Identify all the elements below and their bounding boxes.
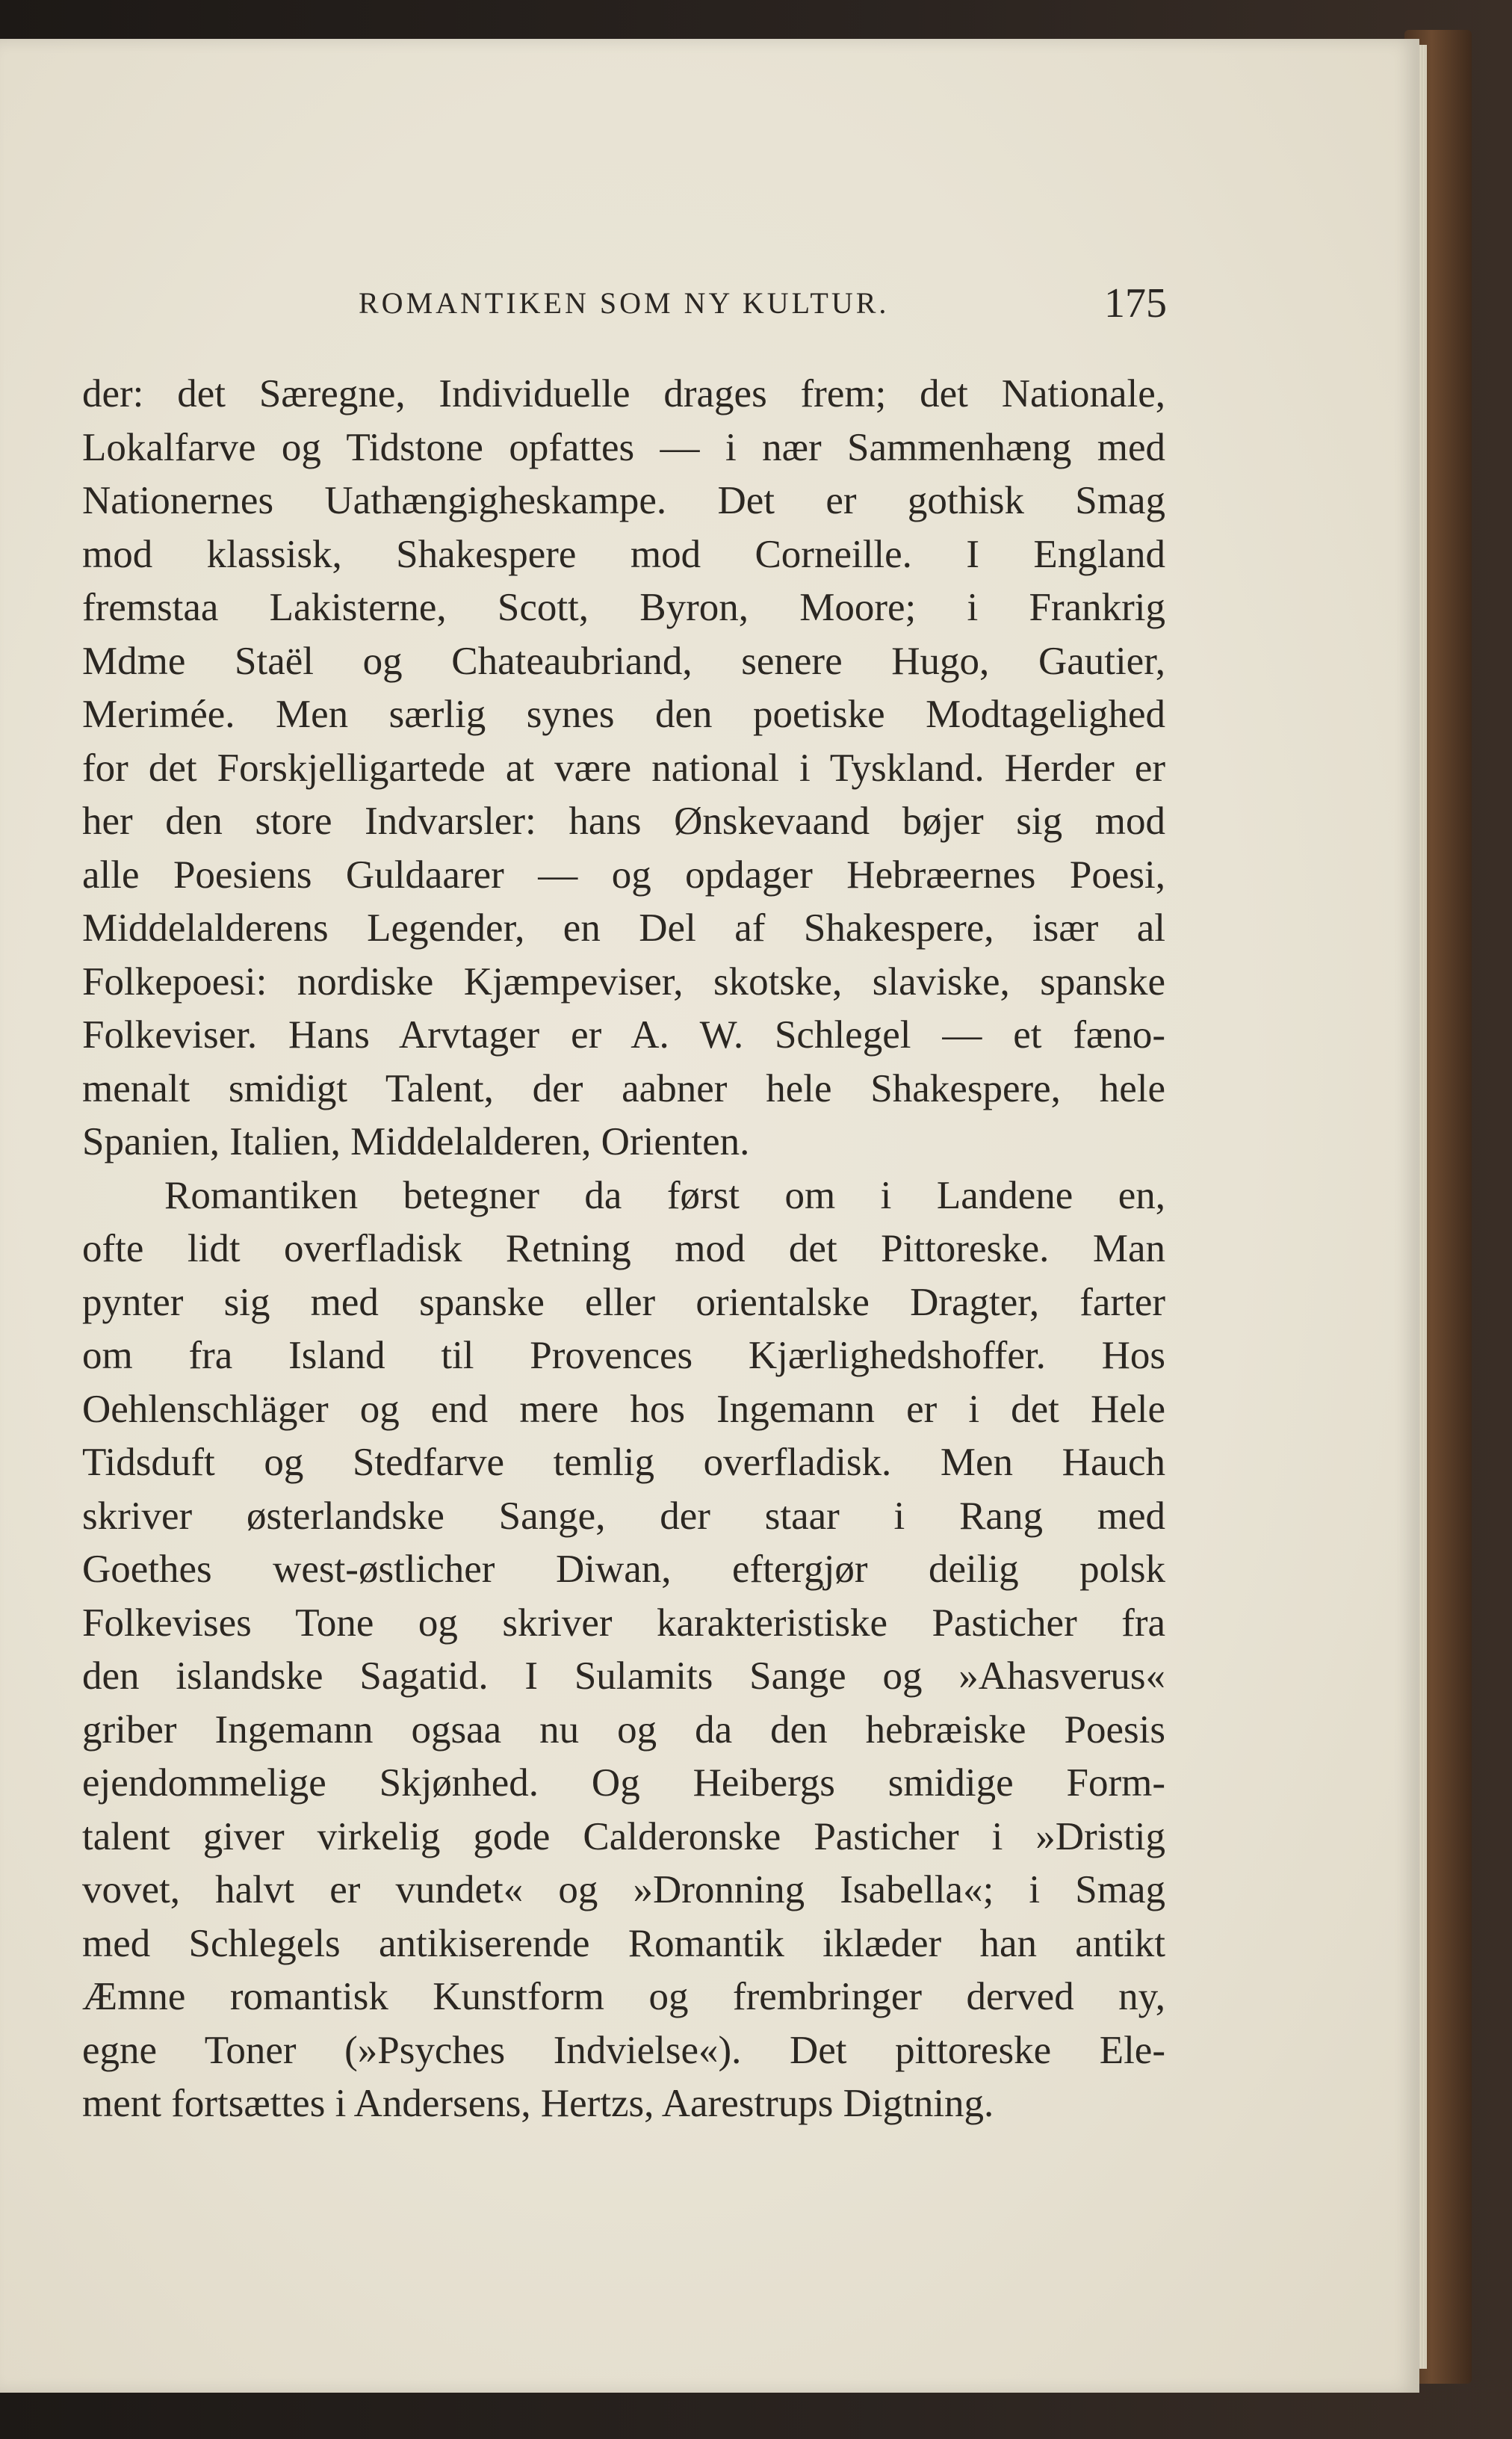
text-line: skriver østerlandske Sange, der staar i Rang med xyxy=(82,1494,1165,1538)
text-line: Æmne romantisk Kunstform og frembringer derved ny, xyxy=(82,1975,1165,2018)
text-line: Folkevises Tone og skriver karakteristiske Pasticher fra xyxy=(82,1601,1165,1645)
text-line: Mdme Staël og Chateaubriand, senere Hugo, Gautier, xyxy=(82,639,1165,683)
text-line: Oehlenschläger og end mere hos Ingemann er i det Hele xyxy=(82,1387,1165,1431)
text-line: Middelalderens Legender, en Del af Shakespere, især al xyxy=(82,906,1165,950)
book-page xyxy=(0,39,1419,2393)
running-head xyxy=(0,280,1419,338)
text-line: der: det Særegne, Individuelle drages frem; det Nationale, xyxy=(82,372,1165,415)
text-line: fremstaa Lakisterne, Scott, Byron, Moore; i Frankrig xyxy=(82,586,1165,629)
text-line: for det Forskjelligartede at være national i Tyskland. Herder er xyxy=(82,746,1165,790)
text-line: Tidsduft og Stedfarve temlig overfladisk. Men Hauch xyxy=(82,1441,1165,1484)
text-line: egne Toner (»Psyches Indvielse«). Det pittoreske Ele- xyxy=(82,2028,1165,2072)
page-number: 175 xyxy=(1104,280,1167,327)
text-line: den islandske Sagatid. I Sulamits Sange og »Ahasverus« xyxy=(82,1654,1165,1698)
text-line: Lokalfarve og Tidstone opfattes — i nær Sammenhæng med xyxy=(82,425,1165,469)
text-line: menalt smidigt Talent, der aabner hele Shakespere, hele xyxy=(82,1066,1165,1110)
text-line-paragraph-end: Spanien, Italien, Middelalderen, Orienten. xyxy=(82,1120,750,1163)
text-line: Nationernes Uathængigheskampe. Det er gothisk Smag xyxy=(82,479,1165,522)
text-line: Goethes west-østlicher Diwan, eftergjør deilig polsk xyxy=(82,1548,1165,1591)
text-line: ofte lidt overfladisk Retning mod det Pittoreske. Man xyxy=(82,1227,1165,1270)
text-line: Folkeviser. Hans Arvtager er A. W. Schlegel — et fæno- xyxy=(82,1013,1165,1057)
text-line-paragraph-end: ment fortsættes i Andersens, Hertzs, Aarestrups Digtning. xyxy=(82,2082,994,2125)
text-line: griber Ingemann ogsaa nu og da den hebræiske Poesis xyxy=(82,1707,1165,1752)
text-line: vovet, halvt er vundet« og »Dronning Isabella«; i Smag xyxy=(82,1868,1165,1911)
text-line: pynter sig med spanske eller orientalske Dragter, farter xyxy=(82,1280,1165,1324)
text-line: talent giver virkelig gode Calderonske Pasticher i »Dristig xyxy=(82,1814,1165,1858)
text-line: Folkepoesi: nordiske Kjæmpeviser, skotske, slaviske, spanske xyxy=(82,959,1165,1004)
text-line: alle Poesiens Guldaarer — og opdager Hebræernes Poesi, xyxy=(82,853,1165,897)
text-line: mod klassisk, Shakespere mod Corneille. I England xyxy=(82,532,1165,576)
text-line: Merimée. Men særlig synes den poetiske Modtagelighed xyxy=(82,693,1165,736)
text-line-paragraph-start: Romantiken betegner da først om i Landene en, xyxy=(164,1173,1165,1217)
running-title: ROMANTIKEN SOM NY KULTUR. xyxy=(359,286,890,320)
text-line: med Schlegels antikiserende Romantik iklæder han antikt xyxy=(82,1921,1165,1965)
text-line: om fra Island til Provences Kjærlighedshoffer. Hos xyxy=(82,1334,1165,1377)
text-line: her den store Indvarsler: hans Ønskevaand bøjer sig mod xyxy=(82,800,1165,843)
text-line: ejendommelige Skjønhed. Og Heibergs smidige Form- xyxy=(82,1761,1165,1805)
body-text xyxy=(82,368,1165,2131)
